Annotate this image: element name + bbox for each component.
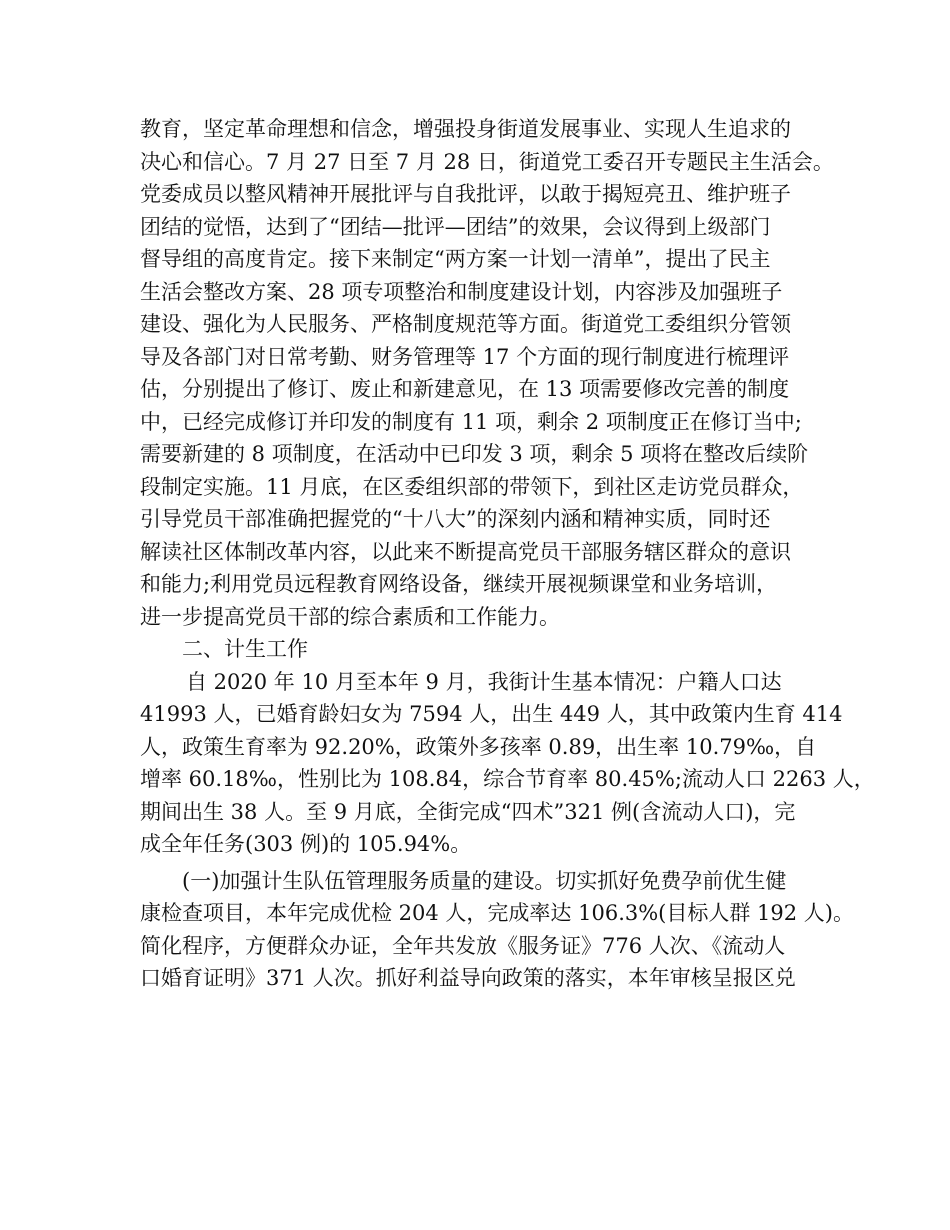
text-line: 引导党员干部准确把握党的“十八大”的深刻内涵和精神实质，同时还 <box>140 507 771 531</box>
text-line: 导及各部门对日常考勤、财务管理等 17 个方面的现行制度进行梳理评 <box>140 344 790 369</box>
text-line: 教育，坚定革命理想和信念，增强投身街道发展事业、实现人生追求的 <box>140 117 791 141</box>
text-line: 党委成员以整风精神开展批评与自我批评，以敢于揭短亮丑、维护班子 <box>140 182 791 206</box>
subsection-start: (一)加强计生队伍管理服务质量的建设。切实抓好免费孕前优生健 <box>182 868 787 893</box>
text-line: 督导组的高度肯定。接下来制定“两方案一计划一清单”，提出了民主 <box>140 247 771 271</box>
text-line: 团结的觉悟，达到了“团结—批评—团结”的效果，会议得到上级部门 <box>140 214 771 239</box>
text-line: 进一步提高党员干部的综合素质和工作能力。 <box>140 604 560 629</box>
text-line: 建设、强化为人民服务、严格制度规范等方面。街道党工委组织分管领 <box>140 312 791 336</box>
text-line: 中，已经完成修订并印发的制度有 11 项，剩余 2 项制度正在修订当中; <box>140 409 802 434</box>
text-line: 决心和信心。7 月 27 日至 7 月 28 日，街道党工委召开专题民主生活会。 <box>140 149 834 174</box>
text-line: 增率 60.18‰，性别比为 108.84，综合节育率 80.45%;流动人口 2263 人， <box>140 767 875 791</box>
text-line: 简化程序，方便群众办证，全年共发放《服务证》776 人次、《流动人 <box>140 933 786 958</box>
section-heading: 二、计生工作 <box>182 637 308 661</box>
text-line: 口婚育证明》371 人次。抓好利益导向政策的落实，本年审核呈报区兑 <box>140 966 796 990</box>
text-line: 段制定实施。11 月底，在区委组织部的带领下，到社区走访党员群众， <box>140 474 804 499</box>
text-line: 康检查项目，本年完成优检 204 人，完成率达 106.3%(目标人群 192 人)。 <box>140 901 854 925</box>
text-line: 41993 人，已婚育龄妇女为 7594 人，出生 449 人，其中政策内生育 414 <box>140 702 843 726</box>
text-line: 成全年任务(303 例)的 105.94%。 <box>140 832 472 856</box>
body-text <box>140 113 875 995</box>
text-line: 估，分别提出了修订、废止和新建意见，在 13 项需要修改完善的制度 <box>140 377 790 401</box>
text-line: 期间出生 38 人。至 9 月底，全街完成“四术”321 例(含流动人口)，完 <box>140 799 796 824</box>
text-line: 解读社区体制改革内容，以此来不断提高党员干部服务辖区群众的意识 <box>140 539 791 564</box>
text-line: 人，政策生育率为 92.20%，政策外多孩率 0.89，出生率 10.79‰，自 <box>140 734 817 759</box>
text-line: 需要新建的 8 项制度，在活动中已印发 3 项，剩余 5 项将在整改后续阶 <box>140 442 809 466</box>
text-line: 生活会整改方案、28 项专项整治和制度建设计划，内容涉及加强班子 <box>140 279 783 304</box>
text-line: 自 2020 年 10 月至本年 9 月，我街计生基本情况：户籍人口达 <box>186 669 782 694</box>
text-line: 和能力;利用党员远程教育网络设备，继续开展视频课堂和业务培训， <box>140 572 778 596</box>
